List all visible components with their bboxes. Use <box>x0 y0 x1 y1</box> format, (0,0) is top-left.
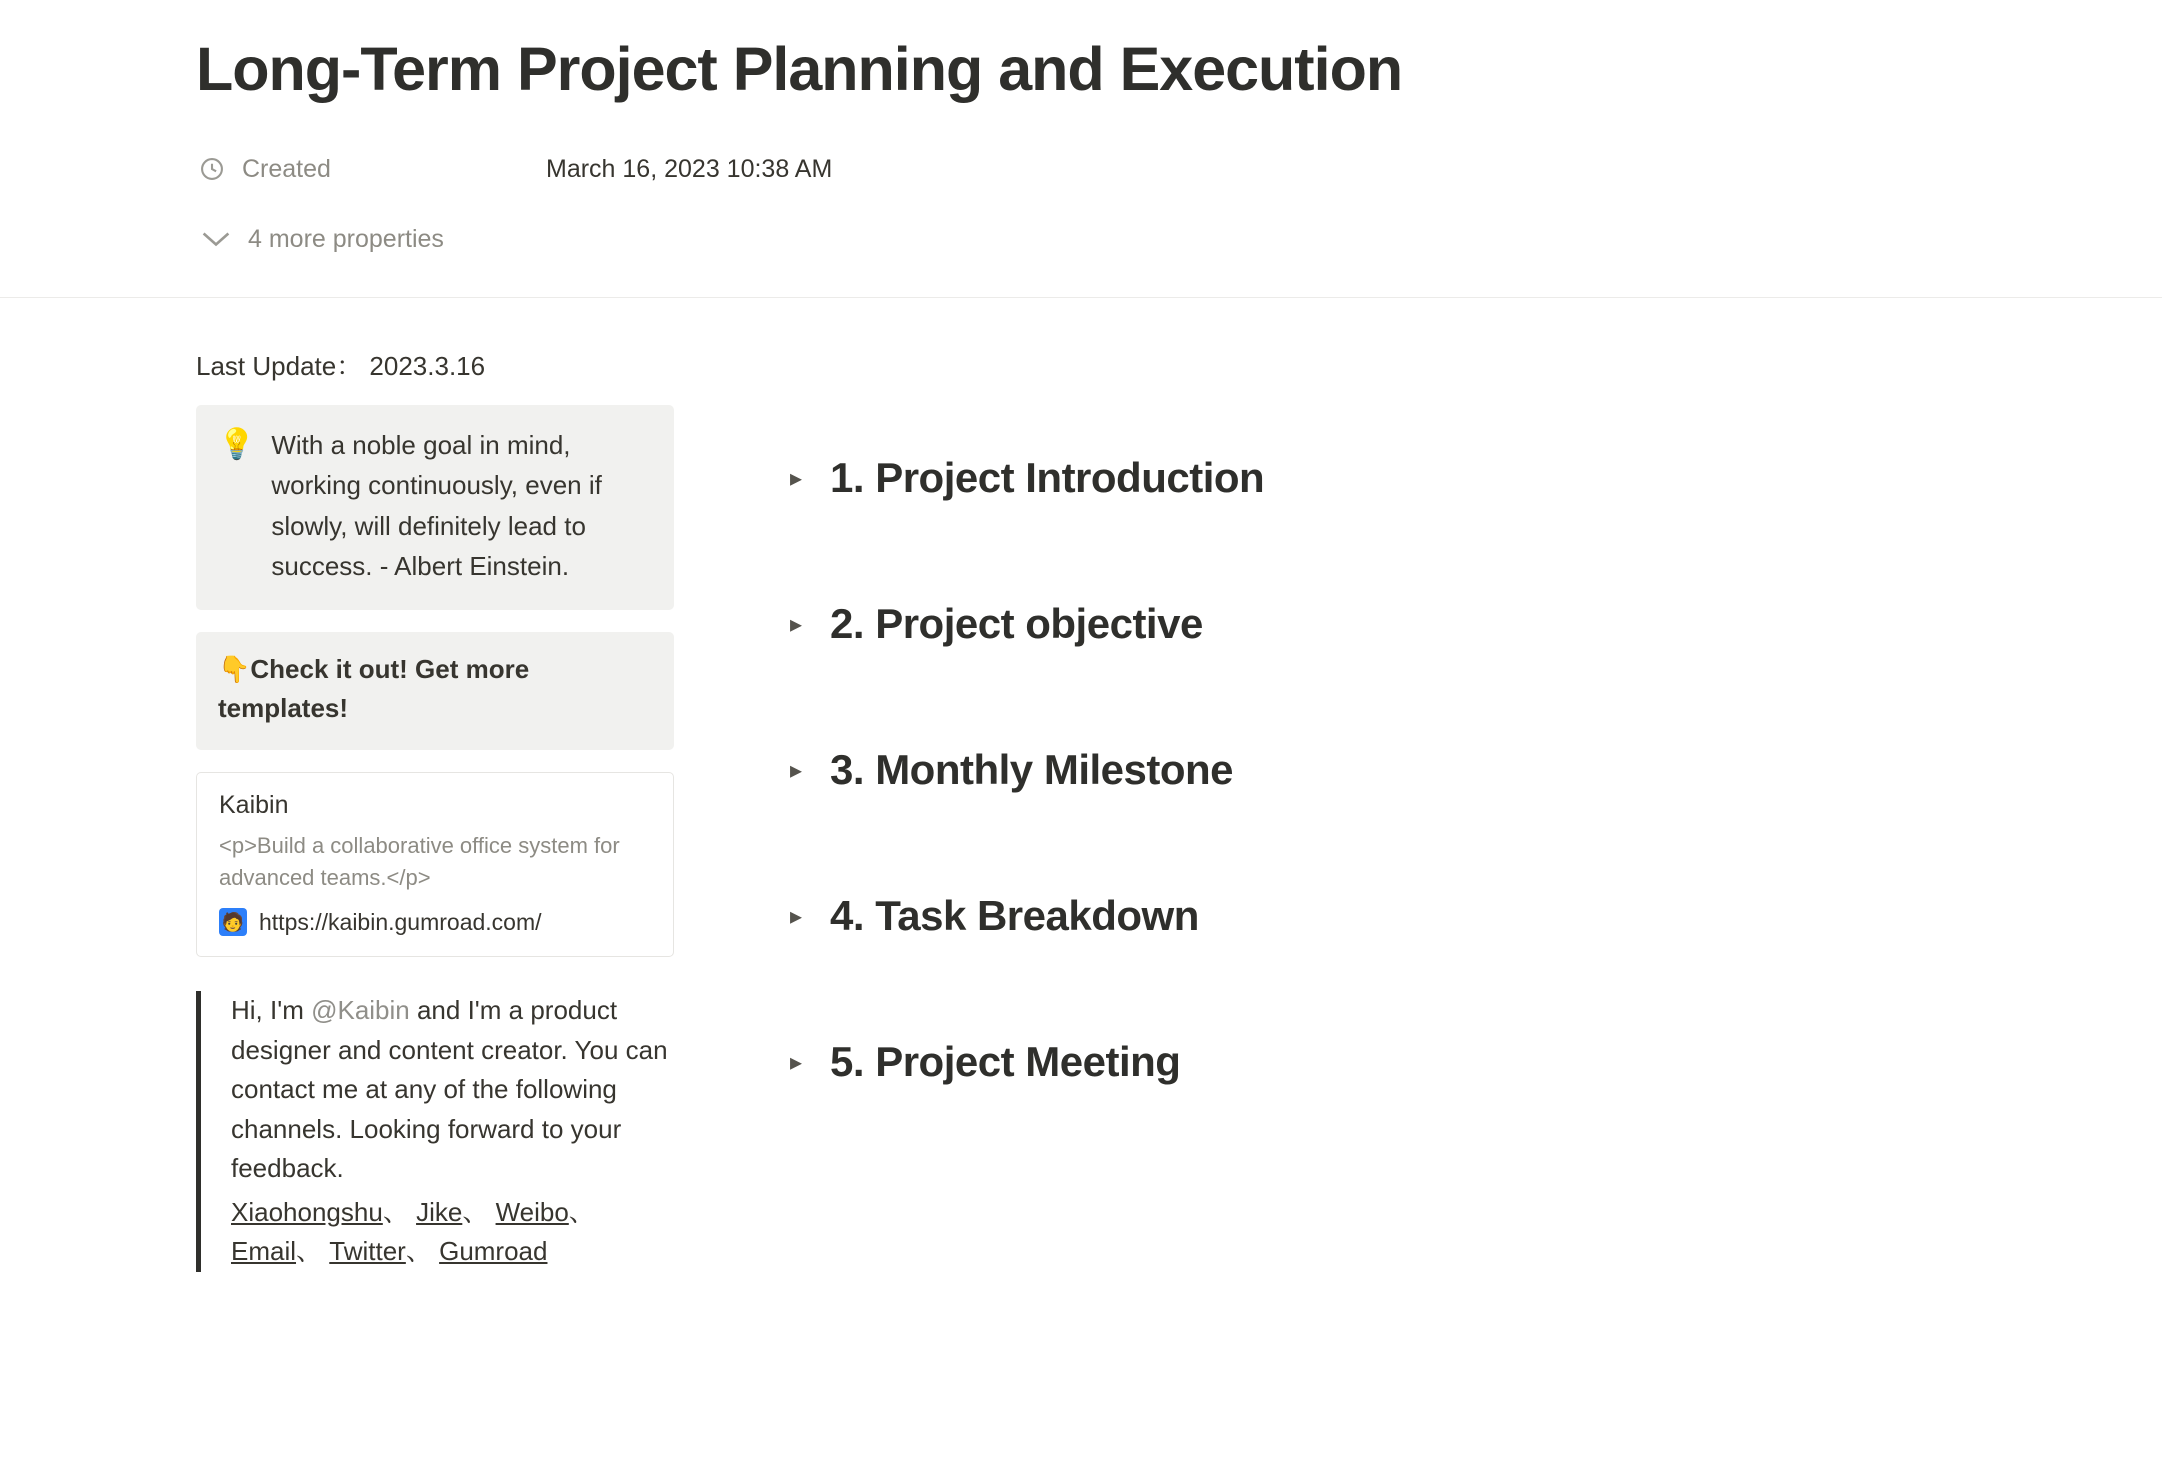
header-divider <box>0 297 2162 298</box>
mention-kaibin[interactable]: @Kaibin <box>311 995 410 1026</box>
toggle-title-2: 2. Project objective <box>830 600 1203 648</box>
link-separator-4: 、 <box>296 1236 323 1267</box>
toggle-title-4: 4. Task Breakdown <box>830 892 1199 940</box>
callout-quote[interactable] <box>196 405 674 610</box>
property-row-created[interactable] <box>196 148 2162 190</box>
toggle-block-3[interactable] <box>774 697 2162 843</box>
callout-quote-text: With a noble goal in mind, working continuously, even if slowly, will definitely lead to success. - Albert Einstein. <box>271 430 602 582</box>
link-separator-3: 、 <box>568 1196 595 1227</box>
chevron-down-icon <box>196 224 236 254</box>
toggle-title-3: 3. Monthly Milestone <box>830 746 1234 794</box>
toggle-title-1: 1. Project Introduction <box>830 454 1265 502</box>
bio-intro-after: and I'm a product designer and content creator. You can contact me at any of the following channels. Looking forward to your feedback. <box>231 995 668 1184</box>
chevron-right-icon[interactable]: ▸ <box>789 464 803 492</box>
property-label-created <box>196 153 546 185</box>
bio-text <box>231 991 674 1189</box>
callout-promo[interactable]: 👇Check it out! Get more templates! <box>196 632 674 750</box>
link-xiaohongshu[interactable]: Xiaohongshu <box>231 1196 383 1227</box>
link-separator-2: 、 <box>462 1196 489 1227</box>
right-column <box>774 405 2162 1272</box>
more-properties-toggle[interactable] <box>196 224 2162 254</box>
page-properties <box>196 148 2162 254</box>
clock-icon <box>196 153 228 185</box>
bookmark-url: https://kaibin.gumroad.com/ <box>259 908 542 935</box>
bio-quote-block <box>196 991 674 1272</box>
bookmark-card[interactable] <box>196 772 674 957</box>
bookmark-url-row[interactable] <box>219 908 651 936</box>
page-title: Long-Term Project Planning and Execution <box>196 35 1403 103</box>
link-twitter[interactable]: Twitter <box>329 1236 406 1267</box>
lightbulb-icon: 💡 <box>218 428 256 462</box>
toggle-block-4[interactable] <box>774 843 2162 989</box>
link-weibo[interactable]: Weibo <box>495 1196 569 1227</box>
property-value-created: March 16, 2023 10:38 AM <box>546 154 833 183</box>
link-email[interactable]: Email <box>231 1236 297 1267</box>
bookmark-description: <p>Build a collaborative office system for advanced teams.</p> <box>219 833 620 891</box>
last-update-text: Last Update： 2023.3.16 <box>196 351 486 382</box>
property-name-created: Created <box>242 154 331 183</box>
page-content <box>0 346 2162 1272</box>
link-jike[interactable]: Jike <box>416 1196 463 1227</box>
favicon-icon: 🧑 <box>219 908 247 936</box>
bookmark-title: Kaibin <box>219 791 289 820</box>
chevron-right-icon[interactable]: ▸ <box>789 902 803 930</box>
toggle-block-2[interactable] <box>774 551 2162 697</box>
link-separator-5: 、 <box>405 1236 432 1267</box>
left-column <box>196 405 674 1272</box>
bio-intro-before: Hi, I'm <box>231 995 312 1026</box>
chevron-right-icon[interactable]: ▸ <box>789 1048 803 1076</box>
link-gumroad[interactable]: Gumroad <box>439 1236 548 1267</box>
toggle-block-1[interactable] <box>774 405 2162 551</box>
chevron-right-icon[interactable]: ▸ <box>789 610 803 638</box>
toggle-title-5: 5. Project Meeting <box>830 1038 1181 1086</box>
link-separator-1: 、 <box>382 1196 409 1227</box>
toggle-block-5[interactable] <box>774 989 2162 1135</box>
more-properties-label: 4 more properties <box>248 224 444 253</box>
bio-links <box>231 1193 674 1272</box>
two-column-layout <box>0 405 2162 1272</box>
chevron-right-icon[interactable]: ▸ <box>789 756 803 784</box>
